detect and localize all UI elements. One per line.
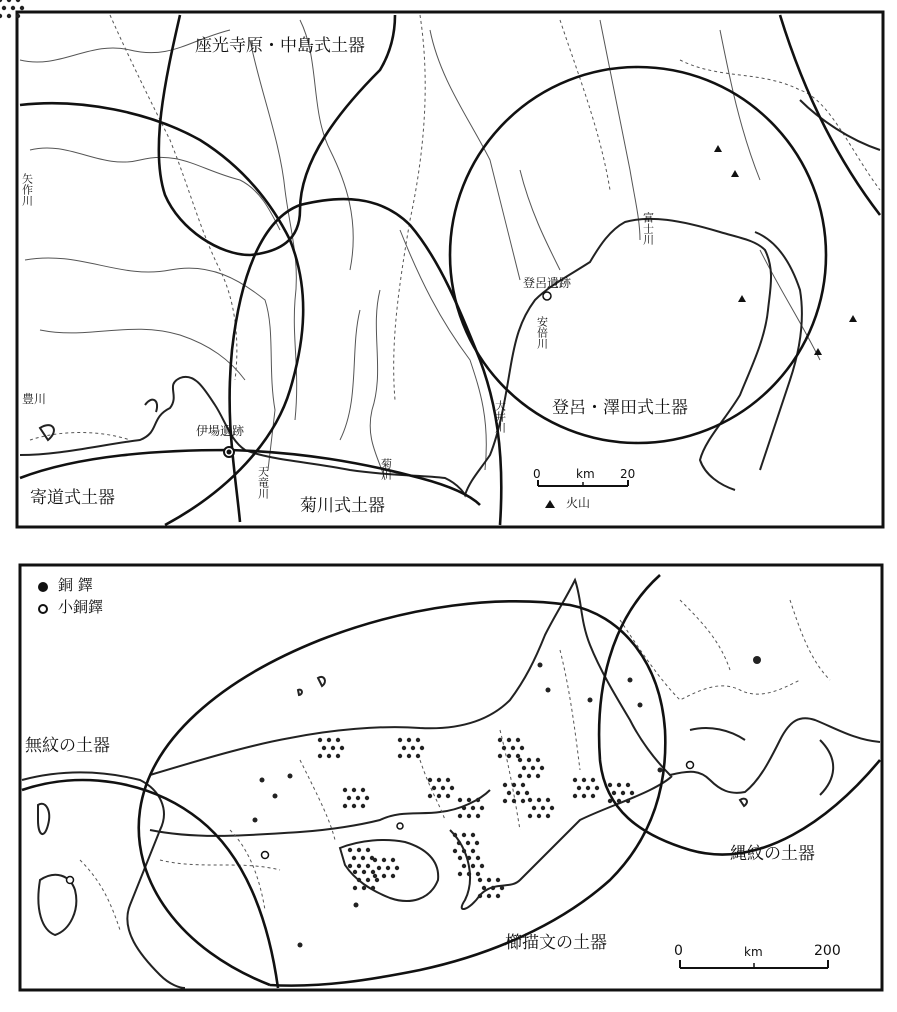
top-map-coastline [20,100,880,495]
small-bronze-bell-markers [67,762,694,884]
bottom-scale-unit: km [744,945,763,959]
region-label-yorimichi: 寄道式土器 [30,488,115,508]
top-scale-start: 0 [533,467,541,481]
bronze-bell-legend-icon [38,582,48,592]
river-label-yahagi: 矢作川 [20,173,34,206]
bottom-map-borders [80,600,830,930]
region-label-kikugawa: 菊川式土器 [300,496,385,516]
bottom-scale-start: 0 [674,943,683,959]
river-label-kikugawa: 菊川 [379,458,393,480]
region-label-toro: 登呂・澤田式土器 [552,398,688,418]
river-label-toyo: 豊川 [22,392,47,406]
region-label-jomon: 縄紋の土器 [730,844,815,864]
bottom-map-region-boundaries [22,575,880,988]
region-boundary-mumon [22,780,278,988]
region-label-zakoji: 座光寺原・中島式土器 [195,36,365,56]
bottom-scale-end: 200 [814,943,841,959]
top-scale-end: 20 [620,467,636,481]
top-map-rivers [20,20,820,480]
legend-label-bronze-bell: 銅 鐸 [58,576,93,594]
region-boundary-kushigaki [139,601,666,985]
river-label-fuji: 富士川 [641,212,655,245]
river-label-oi: 大井川 [493,400,507,433]
legend-label-small-bronze-bell: 小銅鐸 [58,598,104,616]
river-label-abe: 安倍川 [535,316,549,349]
volcano-markers [714,145,857,355]
region-label-mumon: 無紋の土器 [25,736,110,756]
site-label-toro: 登呂遺跡 [523,276,572,290]
volcano-legend-icon [545,500,555,508]
volcano-legend-label: 火山 [566,496,591,510]
region-label-kushigaki: 櫛描文の土器 [505,933,607,953]
toro-site-marker [543,292,551,300]
site-label-iba: 伊場遺跡 [196,424,245,438]
top-map-region-boundaries [20,15,880,525]
bottom-scale-bar [680,960,828,968]
river-label-tenryu: 天竜川 [256,466,270,499]
region-boundary-jomon [599,575,880,854]
top-map-borders [30,15,880,440]
region-boundary-kikugawa [230,199,502,525]
bottom-map-coastline [22,576,880,988]
top-scale-unit: km [576,467,595,481]
small-bronze-bell-legend-icon [39,605,47,613]
region-boundary-yorimichi [20,103,303,525]
top-map [17,12,883,527]
